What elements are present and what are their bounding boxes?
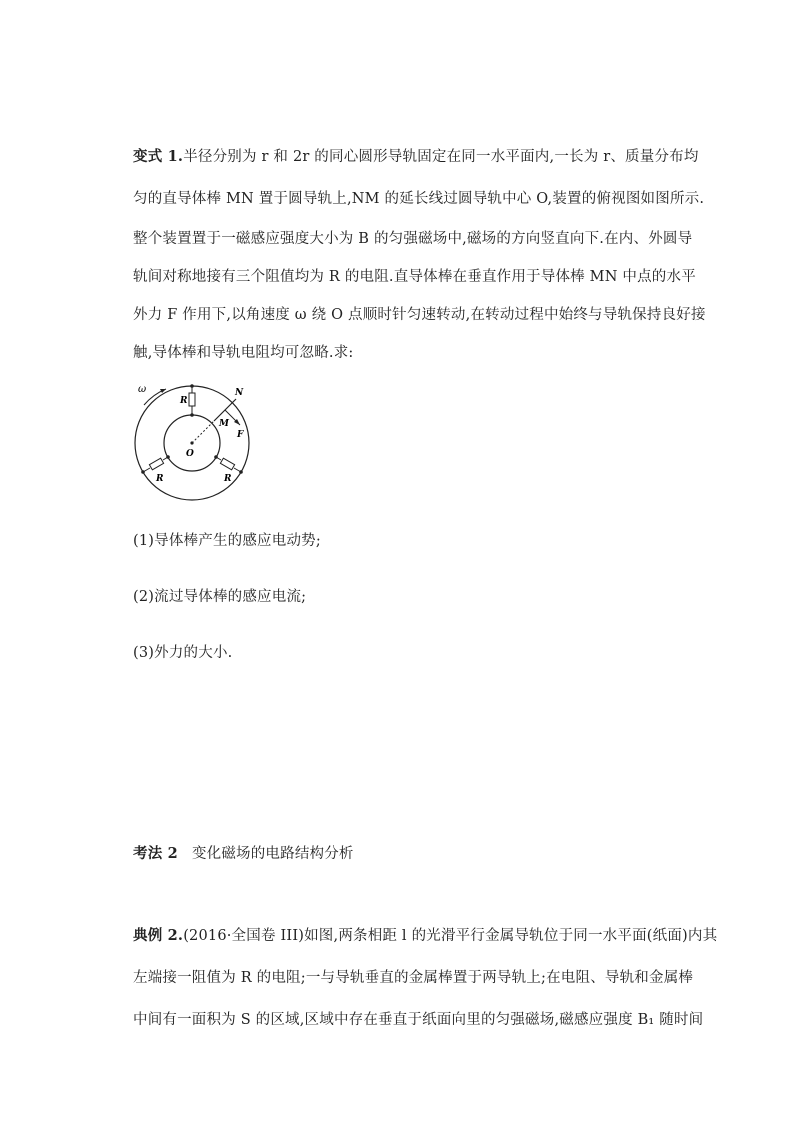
example-line-3: 中间有一面积为 S 的区域,区域中存在垂直于纸面向里的匀强磁场,磁感应强度 B₁ 随时间 [133, 1012, 704, 1028]
example-line-1 [133, 925, 718, 947]
node-right-inner [214, 455, 218, 459]
example-line-2: 左端接一阻值为 R 的电阻;一与导轨垂直的金属棒置于两导轨上;在电阻、导轨和金属棒 [133, 970, 694, 986]
example-label: 典例 2. [133, 927, 184, 944]
variant-line-3: 整个装置置于一磁感应强度大小为 B 的匀强磁场中,磁场的方向竖直向下.在内、外圆导 [133, 231, 693, 247]
dashed-extension [192, 421, 214, 443]
label-r-top: R [180, 396, 188, 406]
label-n: N [235, 388, 244, 398]
example-text-1: (2016·全国卷 III)如图,两条相距 l 的光滑平行金属导轨位于同一水平面(纸面)内其 [183, 928, 718, 944]
variant-line-5: 外力 F 作用下,以角速度 ω 绕 O 点顺时针匀速转动,在转动过程中始终与导轨保持良好接 [133, 307, 706, 323]
question-3: (3)外力的大小. [133, 645, 233, 661]
variant-line-4: 轨间对称地接有三个阻值均为 R 的电阻.直导体棒在垂直作用于导体棒 MN 中点的水平 [133, 269, 696, 285]
variant-label: 变式 1. [133, 148, 184, 165]
variant-text-1: 半径分别为 r 和 2r 的同心圆形导轨固定在同一水平面内,一长为 r、质量分布均 [183, 149, 699, 165]
circuit-figure [128, 375, 268, 505]
label-r-right: R [224, 474, 232, 484]
node-left-inner [166, 455, 170, 459]
node-top-outer [190, 384, 194, 388]
section-label: 考法 2 [133, 845, 178, 862]
node-right-outer [239, 470, 243, 474]
section-heading [133, 843, 663, 865]
node-top-inner [190, 413, 194, 417]
variant-line-2: 匀的直导体棒 MN 置于圆导轨上,NM 的延长线过圆导轨中心 O,装置的俯视图如图所示. [133, 191, 705, 207]
label-f: F [237, 430, 244, 440]
label-o: O [186, 449, 194, 459]
label-m: M [219, 419, 229, 429]
node-left-outer [141, 470, 145, 474]
label-r-left: R [156, 474, 164, 484]
resistor-right [220, 458, 234, 470]
variant-line-6: 触,导体棒和导轨电阻均可忽略.求: [133, 345, 354, 361]
label-omega: ω [138, 384, 147, 395]
resistor-top [189, 393, 195, 406]
question-2: (2)流过导体棒的感应电流; [133, 589, 307, 605]
resistor-left [149, 458, 163, 470]
section-title: 变化磁场的电路结构分析 [191, 846, 354, 862]
question-1: (1)导体棒产生的感应电动势; [133, 533, 321, 549]
variant-line-1 [133, 146, 699, 168]
